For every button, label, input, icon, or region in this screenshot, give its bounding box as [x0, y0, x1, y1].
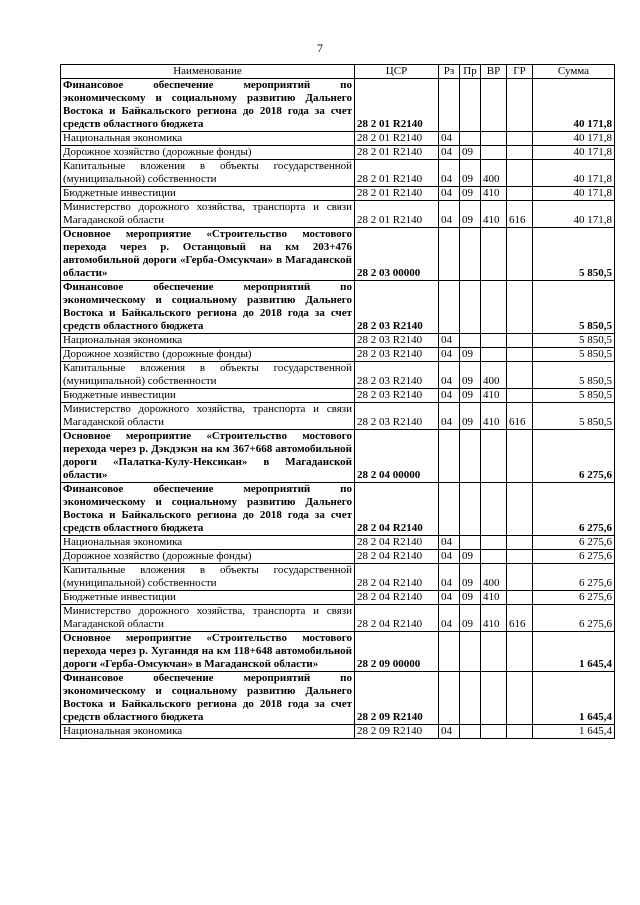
row-csr: 28 2 03 R2140 [355, 362, 439, 389]
row-vr [481, 146, 507, 160]
row-vr [481, 550, 507, 564]
row-name: Финансовое обеспечение мероприятий по экономическому и социальному развитию Дальнего Востока и Байкальского региона до 2018 года за счет средств областного бюджета [61, 483, 355, 536]
row-name: Дорожное хозяйство (дорожные фонды) [61, 348, 355, 362]
row-name: Дорожное хозяйство (дорожные фонды) [61, 550, 355, 564]
row-pr: 09 [460, 605, 481, 632]
row-pr: 09 [460, 187, 481, 201]
row-pr [460, 132, 481, 146]
row-name: Дорожное хозяйство (дорожные фонды) [61, 146, 355, 160]
row-name: Министерство дорожного хозяйства, транспорта и связи Магаданской области [61, 201, 355, 228]
row-csr: 28 2 04 R2140 [355, 591, 439, 605]
row-pr: 09 [460, 550, 481, 564]
budget-table [60, 64, 615, 739]
table-row [61, 672, 615, 725]
row-gr [507, 334, 533, 348]
table-row [61, 605, 615, 632]
row-csr: 28 2 09 R2140 [355, 672, 439, 725]
row-pr: 09 [460, 160, 481, 187]
table-row [61, 389, 615, 403]
row-vr [481, 334, 507, 348]
table-row [61, 348, 615, 362]
row-rz [439, 430, 460, 483]
row-rz [439, 483, 460, 536]
row-sum: 1 645,4 [533, 725, 615, 739]
row-gr [507, 187, 533, 201]
row-sum: 6 275,6 [533, 605, 615, 632]
row-rz: 04 [439, 725, 460, 739]
row-name: Министерство дорожного хозяйства, транспорта и связи Магаданской области [61, 403, 355, 430]
row-csr: 28 2 01 R2140 [355, 201, 439, 228]
row-rz: 04 [439, 334, 460, 348]
row-name: Национальная экономика [61, 334, 355, 348]
row-vr: 410 [481, 187, 507, 201]
row-vr [481, 79, 507, 132]
row-sum: 6 275,6 [533, 536, 615, 550]
page-number: 7 [317, 41, 323, 55]
row-name: Капитальные вложения в объекты государственной (муниципальной) собственности [61, 160, 355, 187]
row-pr: 09 [460, 389, 481, 403]
row-vr [481, 348, 507, 362]
row-vr: 400 [481, 160, 507, 187]
row-sum: 6 275,6 [533, 550, 615, 564]
row-name: Бюджетные инвестиции [61, 389, 355, 403]
table-row [61, 564, 615, 591]
row-vr [481, 632, 507, 672]
row-sum: 5 850,5 [533, 362, 615, 389]
row-vr: 400 [481, 564, 507, 591]
table-row [61, 187, 615, 201]
row-pr [460, 536, 481, 550]
row-csr: 28 2 03 R2140 [355, 389, 439, 403]
row-name: Капитальные вложения в объекты государственной (муниципальной) собственности [61, 362, 355, 389]
header-gr: ГР [507, 65, 533, 79]
row-sum: 40 171,8 [533, 160, 615, 187]
table-header-row [61, 65, 615, 79]
row-sum: 6 275,6 [533, 430, 615, 483]
row-pr: 09 [460, 591, 481, 605]
row-rz: 04 [439, 132, 460, 146]
row-vr: 410 [481, 201, 507, 228]
row-vr [481, 228, 507, 281]
row-pr: 09 [460, 146, 481, 160]
row-vr [481, 672, 507, 725]
row-name: Министерство дорожного хозяйства, транспорта и связи Магаданской области [61, 605, 355, 632]
table-row [61, 632, 615, 672]
table-row [61, 146, 615, 160]
header-csr: ЦСР [355, 65, 439, 79]
row-pr [460, 79, 481, 132]
row-csr: 28 2 04 R2140 [355, 536, 439, 550]
table-row [61, 430, 615, 483]
row-pr [460, 430, 481, 483]
row-name: Основное мероприятие «Строительство мостового перехода через р. Дэкдэкэн на км 367+668 автомобильной дороги «Палатка-Кулу-Нексикан» в Магаданской области» [61, 430, 355, 483]
row-csr: 28 2 09 R2140 [355, 725, 439, 739]
header-name: Наименование [61, 65, 355, 79]
row-sum: 40 171,8 [533, 187, 615, 201]
row-sum: 40 171,8 [533, 79, 615, 132]
row-csr: 28 2 03 R2140 [355, 281, 439, 334]
row-sum: 1 645,4 [533, 672, 615, 725]
row-vr: 410 [481, 605, 507, 632]
row-sum: 6 275,6 [533, 483, 615, 536]
table-row [61, 132, 615, 146]
row-name: Национальная экономика [61, 536, 355, 550]
row-sum: 5 850,5 [533, 228, 615, 281]
row-gr [507, 228, 533, 281]
table-row [61, 362, 615, 389]
row-pr: 09 [460, 201, 481, 228]
row-rz: 04 [439, 550, 460, 564]
table-row [61, 403, 615, 430]
row-gr: 616 [507, 403, 533, 430]
row-sum: 6 275,6 [533, 591, 615, 605]
row-pr: 09 [460, 362, 481, 389]
row-name: Финансовое обеспечение мероприятий по экономическому и социальному развитию Дальнего Востока и Байкальского региона до 2018 года за счет средств областного бюджета [61, 79, 355, 132]
table-row [61, 228, 615, 281]
row-pr: 09 [460, 403, 481, 430]
row-pr: 09 [460, 564, 481, 591]
row-csr: 28 2 03 R2140 [355, 403, 439, 430]
row-csr: 28 2 04 R2140 [355, 605, 439, 632]
row-rz: 04 [439, 403, 460, 430]
row-vr [481, 132, 507, 146]
row-vr [481, 430, 507, 483]
row-gr [507, 564, 533, 591]
row-sum: 5 850,5 [533, 334, 615, 348]
row-vr: 410 [481, 591, 507, 605]
row-pr [460, 632, 481, 672]
row-gr [507, 672, 533, 725]
row-name: Основное мероприятие «Строительство мостового перехода через р. Останцовый на км 203+476 автомобильной дороги «Герба-Омсукчан» в Магаданской области» [61, 228, 355, 281]
row-sum: 6 275,6 [533, 564, 615, 591]
row-rz: 04 [439, 536, 460, 550]
row-pr [460, 281, 481, 334]
row-vr [481, 536, 507, 550]
row-csr: 28 2 01 R2140 [355, 79, 439, 132]
row-csr: 28 2 04 R2140 [355, 483, 439, 536]
row-gr [507, 132, 533, 146]
row-vr [481, 281, 507, 334]
row-gr: 616 [507, 201, 533, 228]
header-pr: Пр [460, 65, 481, 79]
row-rz [439, 228, 460, 281]
row-sum: 5 850,5 [533, 348, 615, 362]
row-csr: 28 2 09 00000 [355, 632, 439, 672]
row-rz: 04 [439, 201, 460, 228]
row-vr [481, 725, 507, 739]
row-csr: 28 2 01 R2140 [355, 160, 439, 187]
row-csr: 28 2 04 R2140 [355, 564, 439, 591]
row-csr: 28 2 03 R2140 [355, 348, 439, 362]
row-sum: 5 850,5 [533, 403, 615, 430]
row-gr [507, 389, 533, 403]
table-row [61, 334, 615, 348]
table-row [61, 550, 615, 564]
table-row [61, 201, 615, 228]
table-row [61, 483, 615, 536]
row-pr [460, 334, 481, 348]
table-row [61, 281, 615, 334]
row-vr: 400 [481, 362, 507, 389]
header-sum: Сумма [533, 65, 615, 79]
row-name: Национальная экономика [61, 725, 355, 739]
row-gr [507, 160, 533, 187]
row-name: Бюджетные инвестиции [61, 591, 355, 605]
row-gr [507, 591, 533, 605]
row-rz: 04 [439, 591, 460, 605]
row-rz: 04 [439, 187, 460, 201]
row-gr [507, 550, 533, 564]
row-pr [460, 672, 481, 725]
table-row [61, 79, 615, 132]
row-vr: 410 [481, 403, 507, 430]
row-vr [481, 483, 507, 536]
table-body [61, 79, 615, 739]
row-gr: 616 [507, 605, 533, 632]
row-name: Финансовое обеспечение мероприятий по экономическому и социальному развитию Дальнего Востока и Байкальского региона до 2018 года за счет средств областного бюджета [61, 281, 355, 334]
row-gr [507, 725, 533, 739]
row-csr: 28 2 01 R2140 [355, 146, 439, 160]
row-rz: 04 [439, 348, 460, 362]
row-rz: 04 [439, 362, 460, 389]
row-gr [507, 348, 533, 362]
row-csr: 28 2 04 00000 [355, 430, 439, 483]
row-name: Капитальные вложения в объекты государственной (муниципальной) собственности [61, 564, 355, 591]
row-pr [460, 725, 481, 739]
row-name: Национальная экономика [61, 132, 355, 146]
table-row [61, 160, 615, 187]
row-rz: 04 [439, 564, 460, 591]
row-sum: 40 171,8 [533, 201, 615, 228]
row-name: Основное мероприятие «Строительство мостового перехода через р. Хуганндя на км 118+648 автомобильной дороги «Герба-Омсукчан» в Магаданской области» [61, 632, 355, 672]
table-row [61, 725, 615, 739]
row-gr [507, 146, 533, 160]
header-vr: ВР [481, 65, 507, 79]
row-gr [507, 281, 533, 334]
row-csr: 28 2 01 R2140 [355, 132, 439, 146]
row-gr [507, 430, 533, 483]
row-vr: 410 [481, 389, 507, 403]
row-gr [507, 483, 533, 536]
row-gr [507, 536, 533, 550]
row-rz: 04 [439, 605, 460, 632]
row-rz [439, 281, 460, 334]
row-sum: 40 171,8 [533, 146, 615, 160]
row-name: Бюджетные инвестиции [61, 187, 355, 201]
row-rz [439, 79, 460, 132]
row-rz [439, 632, 460, 672]
row-csr: 28 2 01 R2140 [355, 187, 439, 201]
row-csr: 28 2 04 R2140 [355, 550, 439, 564]
row-rz [439, 672, 460, 725]
row-rz: 04 [439, 160, 460, 187]
row-csr: 28 2 03 R2140 [355, 334, 439, 348]
header-rz: Рз [439, 65, 460, 79]
row-rz: 04 [439, 389, 460, 403]
row-sum: 5 850,5 [533, 389, 615, 403]
row-sum: 40 171,8 [533, 132, 615, 146]
row-name: Финансовое обеспечение мероприятий по экономическому и социальному развитию Дальнего Востока и Байкальского региона до 2018 года за счет средств областного бюджета [61, 672, 355, 725]
row-gr [507, 362, 533, 389]
row-csr: 28 2 03 00000 [355, 228, 439, 281]
row-sum: 1 645,4 [533, 632, 615, 672]
row-pr: 09 [460, 348, 481, 362]
row-pr [460, 228, 481, 281]
table-row [61, 536, 615, 550]
row-gr [507, 79, 533, 132]
row-rz: 04 [439, 146, 460, 160]
row-sum: 5 850,5 [533, 281, 615, 334]
row-pr [460, 483, 481, 536]
row-gr [507, 632, 533, 672]
table-row [61, 591, 615, 605]
